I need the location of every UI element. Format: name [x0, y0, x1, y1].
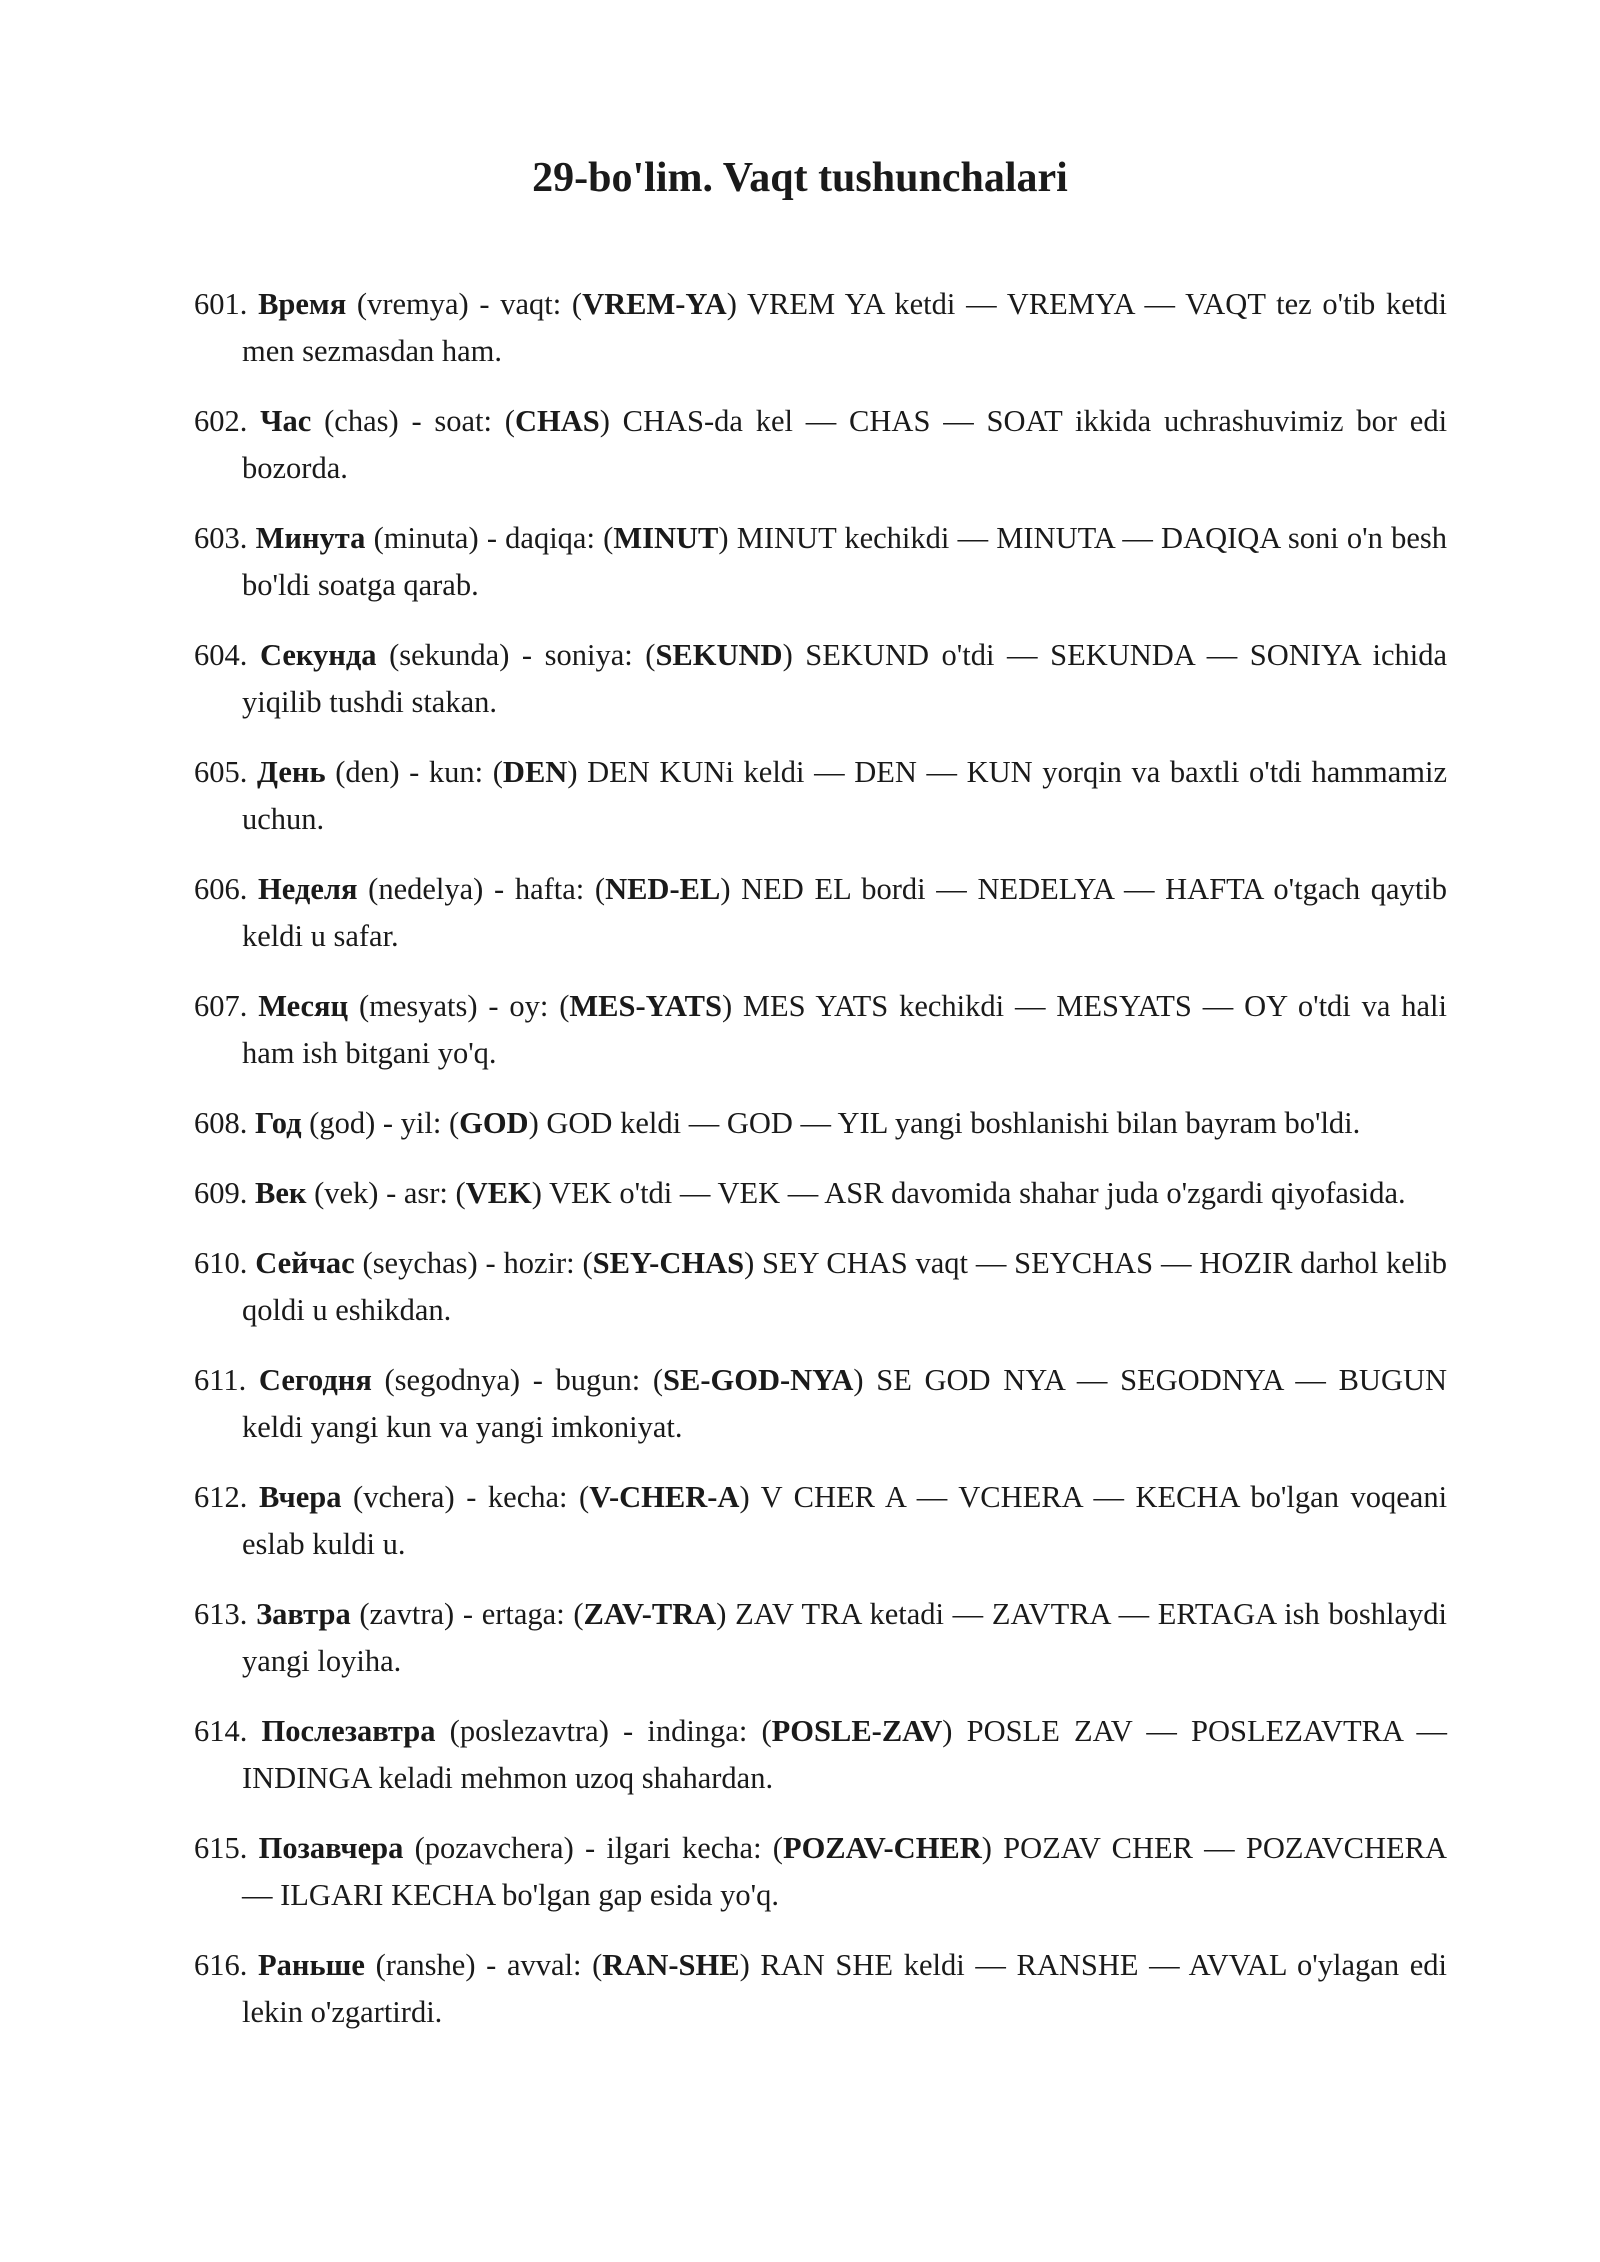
entry-number: 609.: [194, 1176, 248, 1210]
russian-word: Месяц: [258, 989, 349, 1023]
mnemonic-key: VEK: [465, 1176, 532, 1210]
mnemonic-key: V-CHER-A: [589, 1480, 740, 1514]
transliteration: (minuta): [373, 521, 479, 555]
entry-number: 615.: [194, 1831, 248, 1865]
russian-word: Позавчера: [258, 1831, 404, 1865]
mnemonic-key: DEN: [502, 755, 568, 789]
mnemonic-key: CHAS: [514, 404, 600, 438]
entry-number: 601.: [194, 287, 248, 321]
transliteration: (ranshe): [375, 1948, 476, 1982]
russian-word: Век: [255, 1176, 307, 1210]
entry-number: 616.: [194, 1948, 248, 1982]
uzbek-meaning: - hafta: (: [494, 872, 606, 906]
transliteration: (god): [309, 1106, 376, 1140]
entry-number: 610.: [194, 1246, 248, 1280]
vocabulary-entry: [194, 398, 1447, 492]
transliteration: (mesyats): [358, 989, 478, 1023]
russian-word: Секунда: [259, 638, 377, 672]
mnemonic-key: MINUT: [613, 521, 719, 555]
vocabulary-entry: [194, 866, 1447, 960]
mnemonic-key: ZAV-TRA: [583, 1597, 717, 1631]
transliteration: (seychas): [362, 1246, 478, 1280]
uzbek-meaning: - ertaga: (: [462, 1597, 584, 1631]
uzbek-meaning: - kun: (: [409, 755, 503, 789]
russian-word: Завтра: [256, 1597, 351, 1631]
transliteration: (den): [335, 755, 400, 789]
transliteration: (nedelya): [368, 872, 484, 906]
russian-word: Сейчас: [255, 1246, 355, 1280]
mnemonic-sentence: ) MINUT kechikdi — MINUTA — DAQIQA soni o'n besh bo'ldi soatga qarab.: [242, 521, 1447, 602]
russian-word: Раньше: [258, 1948, 365, 1982]
russian-word: Время: [258, 287, 347, 321]
vocabulary-entry: [194, 1474, 1447, 1568]
mnemonic-sentence: ) GOD keldi — GOD — YIL yangi boshlanishi bilan bayram bo'ldi.: [528, 1106, 1361, 1140]
mnemonic-sentence: ) DEN KUNi keldi — DEN — KUN yorqin va baxtli o'tdi hammamiz uchun.: [242, 755, 1448, 836]
uzbek-meaning: - avval: (: [486, 1948, 603, 1982]
transliteration: (poslezavtra): [449, 1714, 609, 1748]
mnemonic-key: SEKUND: [655, 638, 783, 672]
transliteration: (segodnya): [384, 1363, 521, 1397]
uzbek-meaning: - hozir: (: [485, 1246, 593, 1280]
mnemonic-sentence: ) NED EL bordi — NEDELYA — HAFTA o'tgach qaytib keldi u safar.: [242, 872, 1448, 953]
vocabulary-entry: [194, 1240, 1447, 1334]
vocabulary-entry: [194, 1100, 1447, 1147]
entry-number: 613.: [194, 1597, 248, 1631]
transliteration: (zavtra): [359, 1597, 455, 1631]
vocabulary-entry: [194, 1708, 1447, 1802]
mnemonic-key: VREM-YA: [582, 287, 727, 321]
mnemonic-key: GOD: [459, 1106, 529, 1140]
uzbek-meaning: - indinga: (: [623, 1714, 772, 1748]
transliteration: (vchera): [353, 1480, 455, 1514]
uzbek-meaning: - ilgari kecha: (: [585, 1831, 783, 1865]
transliteration: (vek): [314, 1176, 379, 1210]
vocabulary-entry: [194, 632, 1447, 726]
entry-number: 612.: [194, 1480, 248, 1514]
mnemonic-sentence: ) MES YATS kechikdi — MESYATS — OY o'tdi va hali ham ish bitgani yo'q.: [242, 989, 1447, 1070]
mnemonic-sentence: ) RAN SHE keldi — RANSHE — AVVAL o'ylagan edi lekin o'zgartirdi.: [242, 1948, 1447, 2029]
russian-word: Сегодня: [258, 1363, 372, 1397]
entry-number: 605.: [194, 755, 248, 789]
mnemonic-key: RAN-SHE: [602, 1948, 740, 1982]
mnemonic-sentence: ) SEKUND o'tdi — SEKUNDA — SONIYA ichida yiqilib tushdi stakan.: [242, 638, 1448, 719]
transliteration: (pozavchera): [414, 1831, 574, 1865]
vocabulary-entry: [194, 515, 1447, 609]
entry-number: 611.: [194, 1363, 247, 1397]
mnemonic-sentence: ) VREM YA ketdi — VREMYA — VAQT tez o'tib ketdi men sezmasdan ham.: [242, 287, 1447, 368]
uzbek-meaning: - kecha: (: [466, 1480, 590, 1514]
vocabulary-entry: [194, 1170, 1447, 1217]
uzbek-meaning: - soniya: (: [521, 638, 656, 672]
uzbek-meaning: - soat: (: [411, 404, 515, 438]
transliteration: (vremya): [356, 287, 469, 321]
vocabulary-entry: [194, 281, 1447, 375]
uzbek-meaning: - bugun: (: [532, 1363, 664, 1397]
russian-word: Год: [255, 1106, 302, 1140]
mnemonic-sentence: ) SEY CHAS vaqt — SEYCHAS — HOZIR darhol kelib qoldi u eshikdan.: [242, 1246, 1448, 1327]
vocabulary-entry: [194, 1591, 1447, 1685]
entry-number: 602.: [194, 404, 248, 438]
russian-word: День: [256, 755, 326, 789]
uzbek-meaning: - asr: (: [386, 1176, 466, 1210]
mnemonic-sentence: ) POZAV CHER — POZAVCHERA — ILGARI KECHA bo'lgan gap esida yo'q.: [242, 1831, 1448, 1912]
entry-number: 607.: [194, 989, 248, 1023]
uzbek-meaning: - vaqt: (: [479, 287, 583, 321]
mnemonic-sentence: ) VEK o'tdi — VEK — ASR davomida shahar juda o'zgardi qiyofasida.: [531, 1176, 1406, 1210]
uzbek-meaning: - yil: (: [382, 1106, 460, 1140]
vocabulary-entry: [194, 749, 1447, 843]
transliteration: (chas): [324, 404, 399, 438]
entry-number: 614.: [194, 1714, 248, 1748]
vocabulary-list: [194, 281, 1447, 2059]
russian-word: Неделя: [258, 872, 358, 906]
russian-word: Послезавтра: [261, 1714, 436, 1748]
mnemonic-sentence: ) SE GOD NYA — SEGODNYA — BUGUN keldi yangi kun va yangi imkoniyat.: [242, 1363, 1448, 1444]
mnemonic-sentence: ) ZAV TRA ketadi — ZAVTRA — ERTAGA ish boshlaydi yangi loyiha.: [242, 1597, 1448, 1678]
vocabulary-entry: [194, 983, 1447, 1077]
russian-word: Час: [260, 404, 312, 438]
vocabulary-entry: [194, 1942, 1447, 2036]
mnemonic-sentence: ) V CHER A — VCHERA — KECHA bo'lgan voqeani eslab kuldi u.: [242, 1480, 1448, 1561]
transliteration: (sekunda): [389, 638, 510, 672]
mnemonic-key: NED-EL: [605, 872, 721, 906]
mnemonic-sentence: ) POSLE ZAV — POSLEZAVTRA — INDINGA keladi mehmon uzoq shahardan.: [242, 1714, 1447, 1795]
entry-number: 604.: [194, 638, 248, 672]
uzbek-meaning: - oy: (: [488, 989, 570, 1023]
mnemonic-key: SE-GOD-NYA: [663, 1363, 854, 1397]
mnemonic-sentence: ) CHAS-da kel — CHAS — SOAT ikkida uchrashuvimiz bor edi bozorda.: [242, 404, 1448, 485]
vocabulary-entry: [194, 1825, 1447, 1919]
vocabulary-entry: [194, 1357, 1447, 1451]
mnemonic-key: POSLE-ZAV: [771, 1714, 943, 1748]
mnemonic-key: SEY-CHAS: [592, 1246, 745, 1280]
mnemonic-key: POZAV-CHER: [782, 1831, 982, 1865]
russian-word: Минута: [255, 521, 366, 555]
entry-number: 606.: [194, 872, 248, 906]
russian-word: Вчера: [258, 1480, 342, 1514]
mnemonic-key: MES-YATS: [569, 989, 722, 1023]
section-title: 29-bo'lim. Vaqt tushunchalari: [532, 155, 1068, 201]
entry-number: 608.: [194, 1106, 248, 1140]
entry-number: 603.: [194, 521, 248, 555]
uzbek-meaning: - daqiqa: (: [486, 521, 614, 555]
